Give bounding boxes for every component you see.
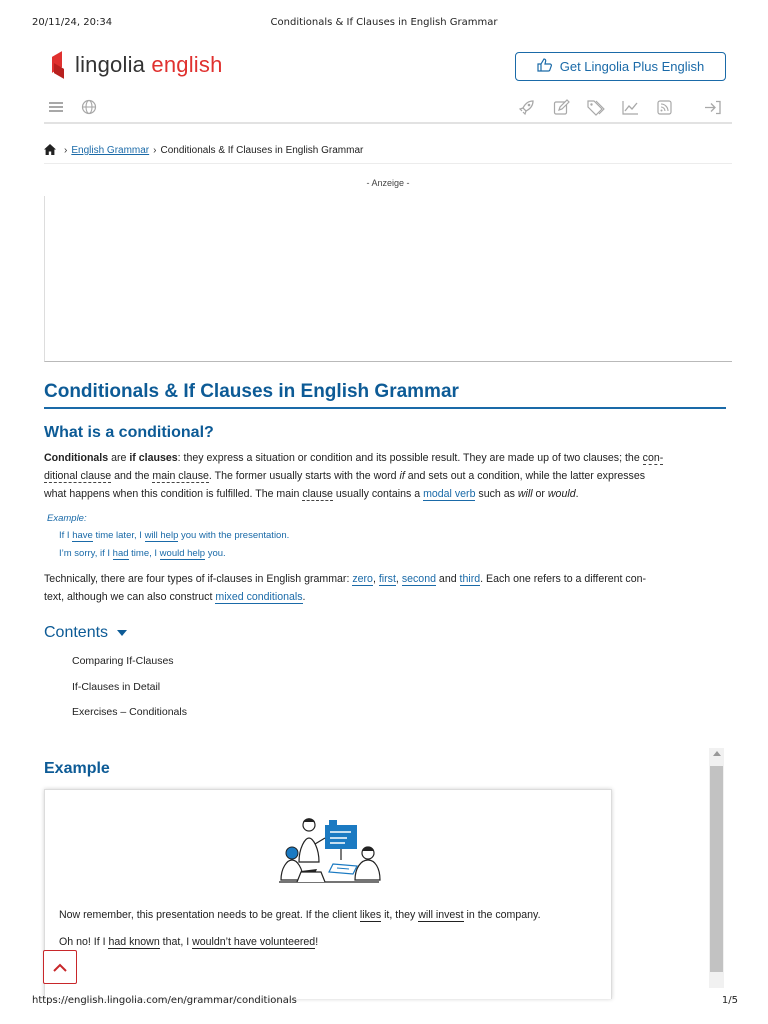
example-label: Example: [47,513,87,524]
dialogue-line-1: Now remember, this presentation needs to be great. If the client likes it, they will invest in the company. [59,909,541,921]
scroll-up-arrow-icon[interactable] [713,751,721,756]
example-sentence-2: I’m sorry, if I had time, I would help you. [59,548,226,559]
clause-term[interactable]: clause [302,488,333,500]
get-lingolia-plus-label: Get Lingolia Plus English [559,59,705,74]
print-page-number: 1/5 [721,995,738,1006]
intro-paragraph: Conditionals are if clauses: they express a situation or condition and its possible result. They are made up of two clauses; the con- ditional clause and the main clause. The former usually starts with the word if and sets out a condition, while the latter expresses what happens when this condition is fulfilled. The main clause usually contains a modal verb such as will or would. [44,452,664,500]
scrollbar[interactable] [709,748,724,988]
caret-down-icon [117,630,127,636]
presentation-illustration [275,816,383,891]
menu-icon[interactable] [46,97,66,117]
ad-slot [44,196,732,362]
second-conditional-link[interactable]: second [401,573,436,585]
logo-language-text: english [151,52,223,77]
zero-conditional-link[interactable]: zero [352,573,373,585]
third-conditional-link[interactable]: third [459,573,481,585]
thumbs-up-icon [537,58,552,75]
breadcrumb-link-english-grammar[interactable]: English Grammar [71,145,150,156]
print-doc-title: Conditionals & If Clauses in English Grammar [270,17,498,28]
conditional-clause-term[interactable]: con- [642,452,664,464]
first-conditional-link[interactable]: first [378,573,396,585]
rocket-icon[interactable] [516,97,536,117]
contents-heading: Contents [44,624,109,641]
chevron-up-icon [53,963,67,972]
get-lingolia-plus-button[interactable] [515,52,726,81]
home-icon[interactable] [44,144,56,158]
contents-toggle[interactable] [44,624,127,642]
login-icon[interactable] [703,97,723,117]
chart-icon[interactable] [620,97,640,117]
example-heading: Example [44,760,110,777]
toc-item-exercises[interactable]: Exercises – Conditionals [72,706,187,718]
dialogue-line-2: Oh no! If I had known that, I wouldn’t have volunteered! [59,936,319,948]
globe-icon[interactable] [79,97,99,117]
types-paragraph: Technically, there are four types of if-clauses in English grammar: zero, first, second and third. Each one refers to a different con- text, although we can also construct mixed conditionals. [44,573,647,603]
breadcrumb-separator: › [64,145,68,156]
modal-verb-link[interactable]: modal verb [423,488,476,500]
mixed-conditionals-link[interactable]: mixed conditionals [215,591,303,603]
print-datetime: 20/11/24, 20:34 [32,17,113,28]
toc-item-comparing[interactable]: Comparing If-Clauses [72,655,174,667]
main-clause-term[interactable]: main clause [152,470,209,482]
logo-brand-text: lingolia [75,52,146,77]
logo-mark-icon [52,52,66,78]
breadcrumb [44,144,732,164]
breadcrumb-separator: › [153,145,157,156]
what-is-conditional-heading: What is a conditional? [44,424,214,441]
tags-icon[interactable] [585,97,605,117]
scrollbar-thumb[interactable] [710,766,723,972]
lingolia-logo[interactable] [52,52,223,78]
breadcrumb-current: Conditionals & If Clauses in English Grammar [160,145,364,156]
print-url: https://english.lingolia.com/en/grammar/conditionals [32,995,297,1006]
edit-icon[interactable] [551,97,571,117]
rss-icon[interactable] [654,97,674,117]
example-sentence-1: If I have time later, I will help you with the presentation. [59,530,290,541]
conditional-clause-term[interactable]: ditional clause [44,470,112,482]
toc-item-in-detail[interactable]: If-Clauses in Detail [72,681,161,693]
ad-label: - Anzeige - [366,178,410,188]
page-title: Conditionals & If Clauses in English Grammar [44,381,726,409]
example-card [44,789,612,999]
site-header [44,48,732,88]
back-to-top-button[interactable] [43,950,77,984]
icon-toolbar [44,94,732,124]
